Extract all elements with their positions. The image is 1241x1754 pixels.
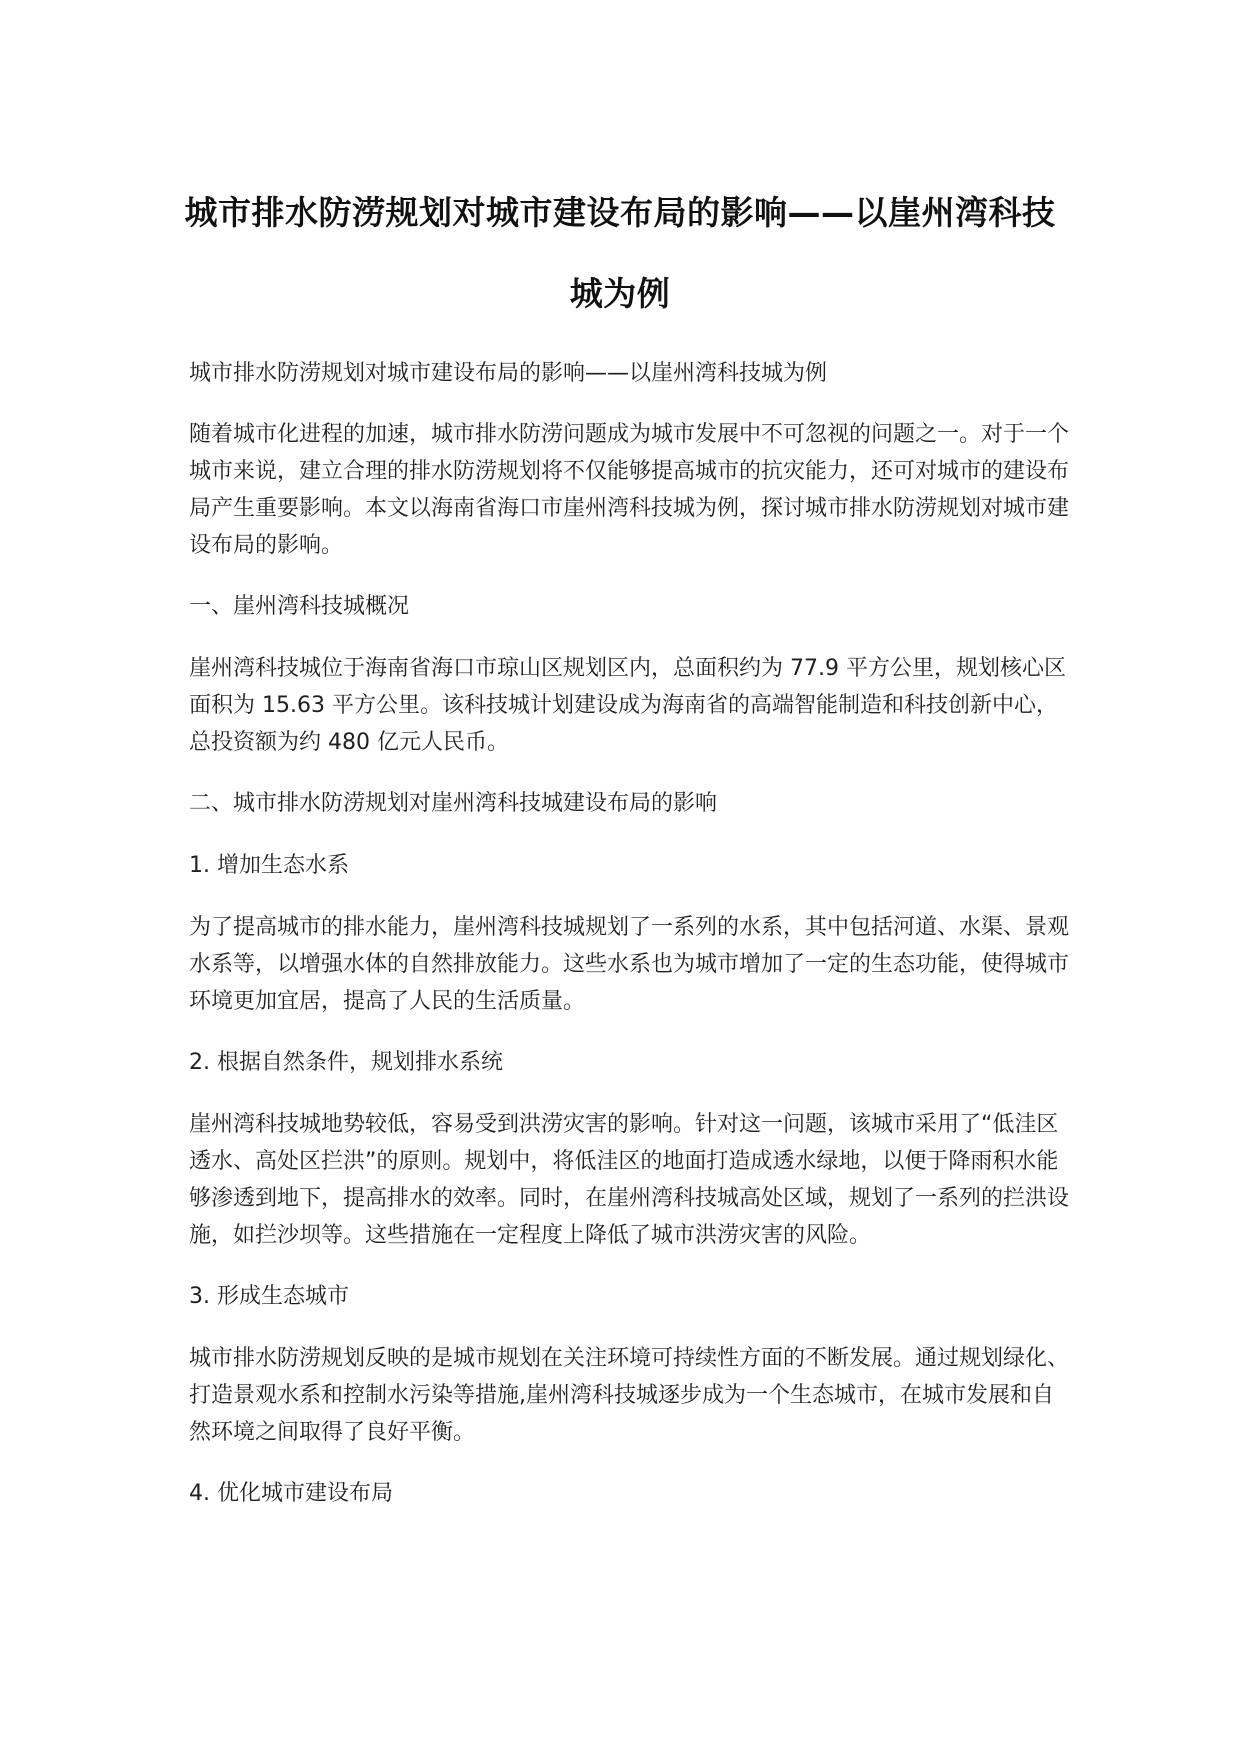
subheading-drainage-system: 2. 根据自然条件，规划排水系统 xyxy=(189,1050,503,1075)
section-heading-overview: 一、崖州湾科技城概况 xyxy=(189,594,410,619)
eco-city-paragraph: 城市排水防涝规划反映的是城市规划在关注环境可持续性方面的不断发展。通过规划绿化、打造景观水系和控制水污染等措施,崖州湾科技城逐步成为一个生态城市，在城市发展和自然环境之间取得了良好平衡。 xyxy=(189,1346,1070,1445)
intro-paragraph: 随着城市化进程的加速，城市排水防涝问题成为城市发展中不可忽视的问题之一。对于一个城市来说，建立合理的排水防涝规划将不仅能够提高城市的抗灾能力，还可对城市的建设布局产生重要影响。本文以海南省海口市崖州湾科技城为例，探讨城市排水防涝规划对城市建设布局的影响。 xyxy=(189,422,1070,558)
drainage-system-paragraph: 崖州湾科技城地势较低，容易受到洪涝灾害的影响。针对这一问题，该城市采用了“低洼区透水、高处区拦洪”的原则。规划中，将低洼区的地面打造成透水绿地，以便于降雨积水能够渗透到地下，提高排水的效率。同时，在崖州湾科技城高处区域，规划了一系列的拦洪设施，如拦沙坝等。这些措施在一定程度上降低了城市洪涝灾害的风险。 xyxy=(189,1112,1070,1248)
document-title: 城市排水防涝规划对城市建设布局的影响——以崖州湾科技城为例 xyxy=(184,193,1056,313)
water-system-paragraph: 为了提高城市的排水能力，崖州湾科技城规划了一系列的水系，其中包括河道、水渠、景观水系等，以增强水体的自然排放能力。这些水系也为城市增加了一定的生态功能，使得城市环境更加宜居，提高了人民的生活质量。 xyxy=(189,915,1070,1014)
overview-paragraph: 崖州湾科技城位于海南省海口市琼山区规划区内，总面积约为 77.9 平方公里，规划核心区面积为 15.63 平方公里。该科技城计划建设成为海南省的高端智能制造和科技创新中心，总投资额为约 480 亿元人民币。 xyxy=(189,656,1066,755)
document-body xyxy=(189,355,1073,1537)
subheading-eco-city: 3. 形成生态城市 xyxy=(189,1284,349,1309)
subheading-layout: 4. 优化城市建设布局 xyxy=(189,1481,393,1506)
subheading-water-system: 1. 增加生态水系 xyxy=(189,853,349,878)
section-heading-impact: 二、城市排水防涝规划对崖州湾科技城建设布局的影响 xyxy=(189,791,718,816)
subtitle-paragraph: 城市排水防涝规划对城市建设布局的影响——以崖州湾科技城为例 xyxy=(189,361,828,386)
